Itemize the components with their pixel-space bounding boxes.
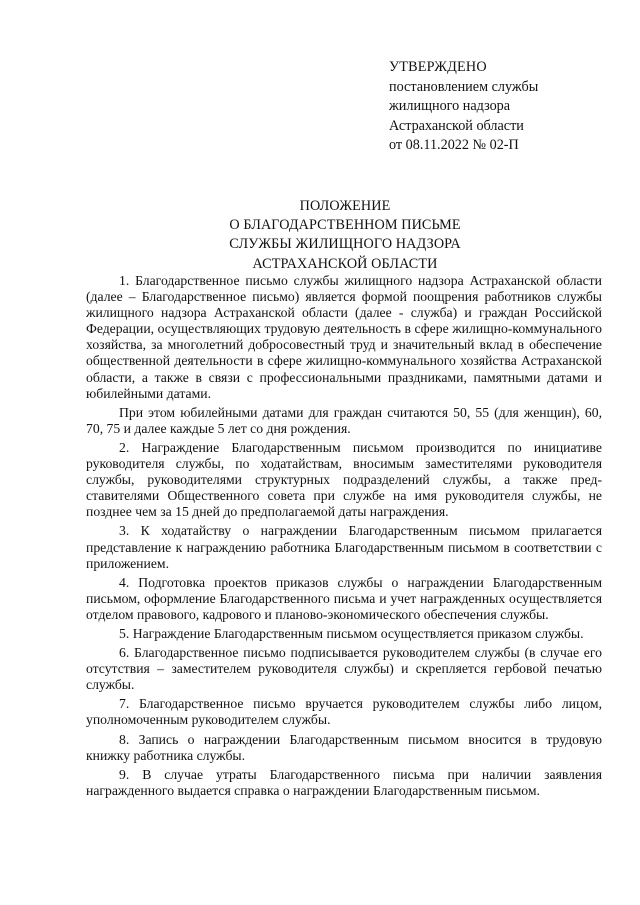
approval-line: жилищного надзора — [389, 98, 511, 114]
paragraph: 5. Награждение Благодарственным письмом осуществляется приказом службы. — [119, 625, 584, 641]
paragraph: 8. Запись о награждении Благодарственным письмом вносится в трудовую книжку работника службы. — [86, 731, 602, 763]
approval-line: постановлением службы — [389, 78, 539, 95]
title-line: ПОЛОЖЕНИЕ — [299, 198, 391, 214]
approval-line: от 08.11.2022 № 02-П — [389, 137, 519, 153]
paragraph: 7. Благодарственное письмо вручается руководителем службы либо лицом, уполномоченным руководителем службы. — [86, 696, 602, 728]
paragraph: 9. В случае утраты Благодарственного письма при наличии заявления награжденного выдается справка о награждении Благодарственным письмом. — [86, 766, 602, 798]
paragraph: 3. К ходатайству о награждении Благодарственным письмом прилагается представление к награждению работника Благодарственным письмом в соответствии с приложением. — [86, 523, 602, 571]
approval-block — [389, 58, 538, 156]
approval-line: Астраханской области — [389, 117, 524, 134]
approval-heading: УТВЕРЖДЕНО — [389, 59, 487, 75]
paragraph: 2. Награждение Благодарственным письмом производится по инициативе руководителя службы, по ходатайствам, вносимым заместителями руководителя службы, руководителями структурных подразделений службы, а также представителями Общественного совета при службе на имя руководителя службы, не позднее чем за 15 дней до предполагаемой даты награждения. — [86, 439, 602, 520]
paragraph: 6. Благодарственное письмо подписывается руководителем службы (в случае его отсутствия – заместителем руководителя службы) и скрепляется гербовой печатью службы. — [86, 645, 602, 693]
title-line: О БЛАГОДАРСТВЕННОМ ПИСЬМЕ — [229, 217, 461, 234]
paragraph: 4. Подготовка проектов приказов службы о награждении Благодарственным письмом, оформление Благодарственного письма и учет награжденных осуществляется отделом правового, кадрового и планово-экономического обеспечения службы. — [86, 574, 602, 622]
document-body — [86, 273, 602, 802]
title-line: АСТРАХАНСКОЙ ОБЛАСТИ — [252, 255, 438, 272]
document-title — [0, 197, 640, 274]
paragraph: 1. Благодарственное письмо службы жилищного надзора Астраханской области (далее – Благодарственное письмо) является формой поощрения работников службы жилищного надзора Астраханской области (далее - служба) и граждан Российской Федерации, осуществляющих трудовую деятельность в сфере жилищно-коммунального хозяйства, за многолетний добросовестный труд и значительный вклад в обеспечение общественной деятельности в сфере жилищно-коммунального хозяйства Астраханской области, а также в связи с профессиональными праздниками, памятными датами и юбилейными датами. — [86, 273, 602, 401]
title-line: СЛУЖБЫ ЖИЛИЩНОГО НАДЗОРА — [229, 236, 461, 253]
paragraph: При этом юбилейными датами для граждан считаются 50, 55 (для женщин), 60, 70, 75 и далее каждые 5 лет со дня рождения. — [86, 404, 602, 436]
